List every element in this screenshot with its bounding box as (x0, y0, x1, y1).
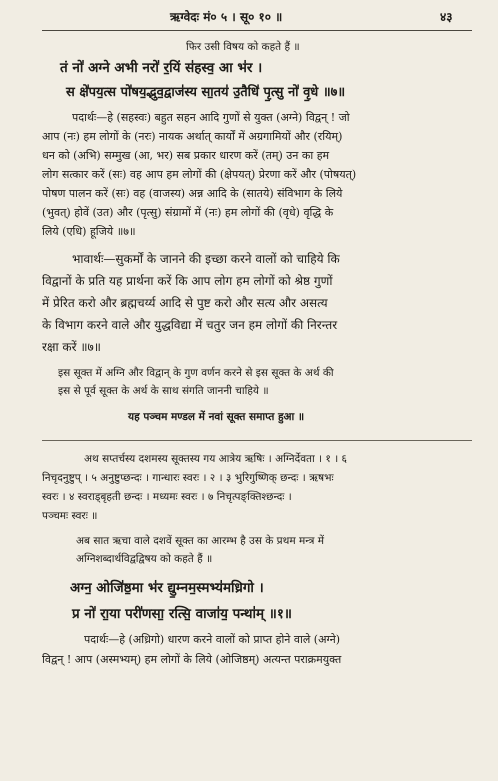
bhavartha-line: रक्षा करें ॥७॥ (42, 340, 101, 354)
anukramani-line: स्वरः । ४ स्वराड्बृहती छन्दः । मध्यमः स्वरः । ७ निचृत्पङ्क्तिश्छन्दः । (42, 491, 292, 503)
section1-intro: फिर उसी विषय को कहते हैं ॥ (186, 41, 300, 53)
running-header: ऋग्वेदः मं० ५ । सू० १० ॥ (170, 10, 283, 24)
sangati-line: इस से पूर्व सूक्त के अर्थ के साथ संगति जाननी चाहिये ॥ (58, 385, 269, 397)
padartha-line: पोषण पालन करें (सः) वह (वाजस्य) अन्न आदि के (सातये) संविभाग के लिये (42, 187, 343, 200)
anukramani-line: अथ सप्तर्चस्य दशमस्य सूक्तस्य गय आत्रेय ऋषिः । अग्निर्देवता । १ । ६ (84, 453, 347, 465)
padartha-line: लिये (एधि) हूजिये ॥७॥ (42, 225, 136, 238)
padartha-line: विद्वन् ! आप (अस्मभ्यम्) हम लोगों के लिये (ओजिष्ठम्) अत्यन्त पराक्रमयुक्त (42, 653, 342, 666)
padartha-line: धन को (अभि) सम्मुख (आ, भर) सब प्रकार धारण करें (तम्) उन का हम (42, 149, 330, 162)
mantra-1-line2: प्र नो॑ रा॒या परी॑णसा॒ रत्सि॒ वाजा॑य॒ पन्था॑म् ॥१॥ (72, 606, 292, 622)
padartha-line: (भुवत्) होवें (उत) और (पृत्सु) संग्रामों में (नः) हम लोगों की (वृधे) वृद्धि के (42, 206, 334, 219)
intro-line: अब सात ऋचा वाले दशवें सूक्त का आरम्भ है उस के प्रथम मन्त्र में (76, 535, 325, 547)
intro-line: अग्निशब्दार्थविद्वद्विषय को कहते हैं ॥ (76, 553, 213, 565)
bhavartha-line: के विभाग करने वाले और युद्धविद्या में चतुर जन हम लोगों की निरन्तर (42, 318, 338, 332)
padartha-line: पदार्थः—हे (अध्रिगो) धारण करने वालों को प्राप्त होने वाले (अग्ने) (84, 633, 340, 646)
sangati-line: इस सूक्त में अग्नि और विद्वान् के गुण वर्णन करने से इस सूक्त के अर्थ की (58, 367, 334, 379)
padartha-line: पदार्थः—हे (सहस्वः) बहुत सहन आदि गुणों से युक्त (अग्ने) विद्वन् ! जो (72, 111, 350, 124)
section-divider (42, 440, 472, 441)
page-number: ४३ (440, 10, 453, 24)
sukta-conclusion: यह पञ्चम मण्डल में नवां सूक्त समाप्त हुआ ॥ (128, 411, 305, 423)
mantra-1-line1: अग्न॒ ओजि॑ष्ठ॒मा भ॑र द्यु॒म्नम॒स्मभ्य॑मध्रिगो । (70, 580, 264, 596)
padartha-line: लोग सत्कार करें (सः) वह आप हम लोगों की (क्षेपयत्) प्रेरणा करें और (पोषयत्) (42, 168, 357, 181)
anukramani-line: निचृदनुष्टुप् । ५ अनुष्टुप्छन्दः । गान्धारः स्वरः । २ । ३ भुरिगुष्णिक् छन्दः । ऋषभः (42, 472, 334, 484)
mantra-7-line2: स क्षे॑पय॒त्स पो॑षय॒द्भुव॒द्वाज॑स्य सा॒तय॑ उ॒तैधि॑ पृ॒त्सु नो॑ वृ॒धे ॥७॥ (66, 85, 346, 100)
bhavartha-line: में प्रेरित करो और ब्रह्मचर्य्य आदि से पुष्ट करो और सत्य और असत्य (42, 296, 328, 310)
bhavartha-line: भावार्थः—सुकर्मों के जानने की इच्छा करने वालों को चाहिये कि (72, 252, 340, 266)
anukramani-line: पञ्चमः स्वरः ॥ (42, 510, 98, 522)
mantra-7-line1: तं नो॑ अग्ने अभी नरो॑ र॒यिं स॑हस्व॒ आ भ॑र । (60, 60, 263, 76)
bhavartha-line: विद्वानों के प्रति यह प्रार्थना करें कि आप लोग हम लोगों को श्रेष्ठ गुणों (42, 274, 333, 288)
padartha-line: आप (नः) हम लोगों के (नरः) नायक अर्थात् कार्यों में अग्रगामियों और (रयिम्) (42, 130, 343, 143)
header-rule (42, 30, 472, 31)
